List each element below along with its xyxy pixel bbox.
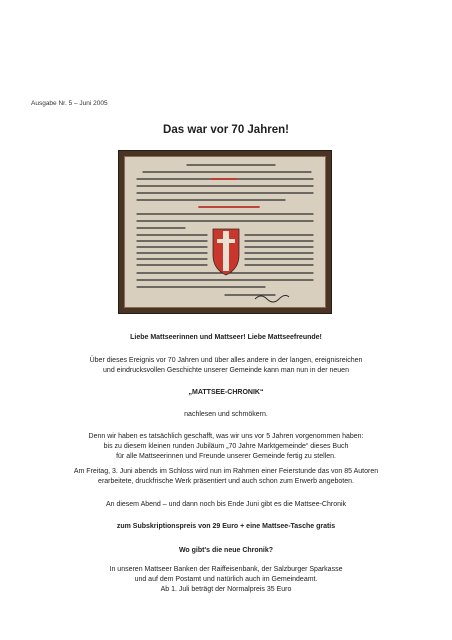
certificate-paper [124, 156, 326, 308]
paragraph-1-line-2: und eindrucksvollen Geschichte unserer Gemeinde kann man nun in der neuen [103, 367, 349, 374]
greeting: Liebe Mattseerinnen und Mattseer! Liebe Mattseefreunde! [130, 334, 322, 341]
chronik-title: „MATTSEE-CHRONIK“ [188, 389, 264, 396]
paragraph-5-line-2: und auf dem Postamt und natürlich auch im Gemeindeamt. [134, 576, 318, 583]
coat-of-arms-icon [213, 229, 239, 275]
issue-label: Ausgabe Nr. 5 – Juni 2005 [31, 100, 108, 107]
paragraph-3-line-1: Am Freitag, 3. Juni abends im Schloss wird nun im Rahmen einer Feierstunde das von 85 Autoren [73, 468, 379, 475]
where-heading: Wo gibt's die neue Chronik? [178, 547, 274, 554]
paragraph-5-line-3: Ab 1. Juli beträgt der Normalpreis 35 Euro [160, 586, 292, 593]
paragraph-4: An diesem Abend – und dann noch bis Ende Juni gibt es die Mattsee-Chronik [105, 501, 347, 508]
paragraph-2-line-3: für alle Mattseerinnen und Freunde unserer Gemeinde fertig zu stellen. [116, 453, 336, 460]
certificate-image [125, 157, 327, 309]
paragraph-2-line-1: Denn wir haben es tatsächlich geschafft, was wir uns vor 5 Jahren vorgenommen haben: [88, 433, 364, 440]
paragraph-5-line-1: In unseren Mattseer Banken der Raiffeisenbank, der Salzburger Sparkasse [109, 566, 343, 573]
subscription-offer: zum Subskriptionspreis von 29 Euro + eine Mattsee-Tasche gratis [116, 523, 336, 530]
paragraph-1-line-1: Über dieses Ereignis vor 70 Jahren und über alles andere in der langen, ereignisreichen [89, 357, 363, 364]
paragraph-2-line-2: bis zu diesem kleinen runden Jubiläum „70 Jahre Marktgemeinde“ dieses Buch [103, 443, 349, 450]
nachlesen-line: nachlesen und schmökern. [184, 411, 268, 418]
framed-certificate-photo [118, 150, 332, 314]
page-title: Das war vor 70 Jahren! [163, 124, 289, 136]
paragraph-3-line-2: erarbeitete, druckfrische Werk präsentiert und auch schon zum Erwerb angeboten. [98, 478, 354, 485]
